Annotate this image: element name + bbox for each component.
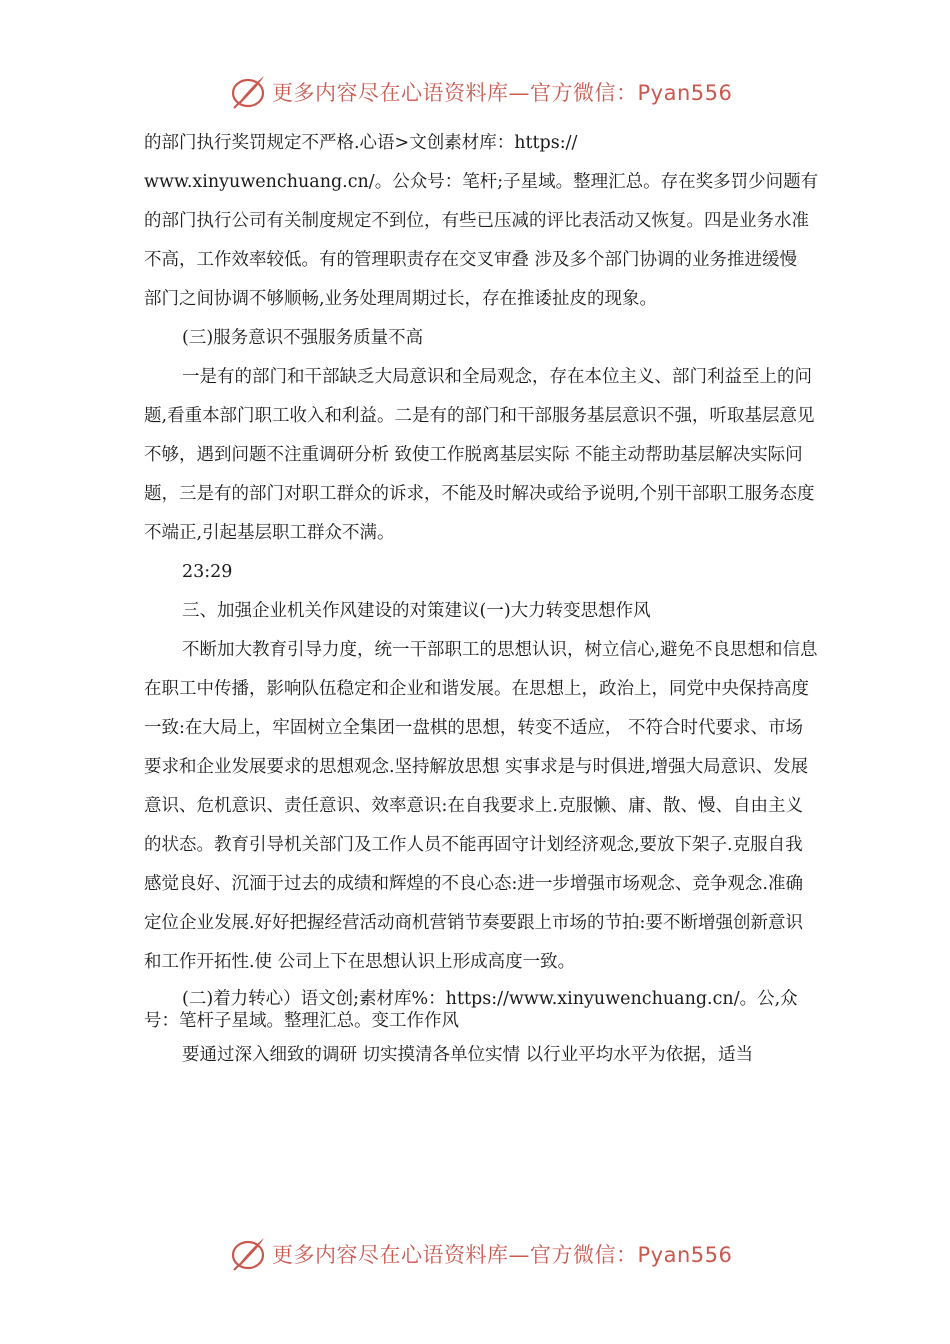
paragraph: 不断加大教育引导力度，统一干部职工的思想认识，树立信心,避免不良思想和信息在职工中传播，影响队伍稳定和企业和谐发展。在思想上，政治上，同党中央保持高度一致:在大局上，牢固树立全集团一盘棋的思想，转变不适应， 不符合时代要求、市场要求和企业发展要求的思想观念.坚持解放思想 实事求是与时俱进,增强大局意识、发展意识、危机意识、责任意识、效率意识:在自我要求上.克服懒、庸、散、慢、自由主义的状态。教育引导机关部门及工作人员不能再固守计划经济观念,要放下架子.克服自我感觉良好、沉湎于过去的成绩和辉煌的不良心态:进一步增强市场观念、竞争观念.准确定位企业发展.好好把握经营活动商机营销节奏要跟上市场的节拍:要不断增强创新意识和工作开拓性.使 公司上下在思想认识上形成高度一致。: [144, 640, 818, 972]
document-body: [144, 124, 820, 1075]
footer-watermark-banner: [228, 1232, 733, 1276]
paragraph: 一是有的部门和干部缺乏大局意识和全局观念，存在本位主义、部门利益至上的问题,看重本部门职工收入和利益。二是有的部门和干部服务基层意识不强，听取基层意见不够，遇到问题不注重调研分析 致使工作脱离基层实际 不能主动帮助基层解决实际问题，三是有的部门对职工群众的诉求，不能及时解决或给予说明,个别干部职工服务态度不端正,引起基层职工群众不满。: [144, 367, 815, 543]
paragraph: 要通过深入细致的调研 切实摸清各单位实情 以行业平均水平为依据，适当: [182, 1045, 754, 1065]
section-heading: (二)着力转心）语文创;素材库%：https://www.xinyuwenchuang.cn/。公,众号：笔杆子星域。整理汇总。变工作作风: [144, 989, 798, 1031]
feather-pen-logo-icon: [228, 72, 268, 112]
section-heading: 三、加强企业机关作风建设的对策建议(一)大力转变思想作风: [182, 601, 651, 621]
watermark-text: 更多内容尽在心语资料库—官方微信：Pyan556: [272, 1243, 733, 1267]
watermark-text: 更多内容尽在心语资料库—官方微信：Pyan556: [272, 81, 733, 105]
section-heading: (三)服务意识不强服务质量不高: [182, 328, 424, 348]
timestamp-text: 23:29: [182, 562, 233, 582]
feather-pen-logo-icon: [228, 1234, 268, 1274]
paragraph: www.xinyuwenchuang.cn/。公众号：笔杆;子星域。整理汇总。存在奖多罚少问题有的部门执行公司有关制度规定不到位，有些已压减的评比表活动又恢复。四是业务水准不高，工作效率较低。有的管理职责存在交叉审叠 涉及多个部门协调的业务推进缓慢 部门之间协调不够顺畅,业务处理周期过长，存在推诿扯皮的现象。: [144, 172, 819, 309]
header-watermark-banner: [228, 70, 733, 114]
paragraph: 的部门执行奖罚规定不严格.心语>文创素材库：https://: [144, 133, 578, 153]
